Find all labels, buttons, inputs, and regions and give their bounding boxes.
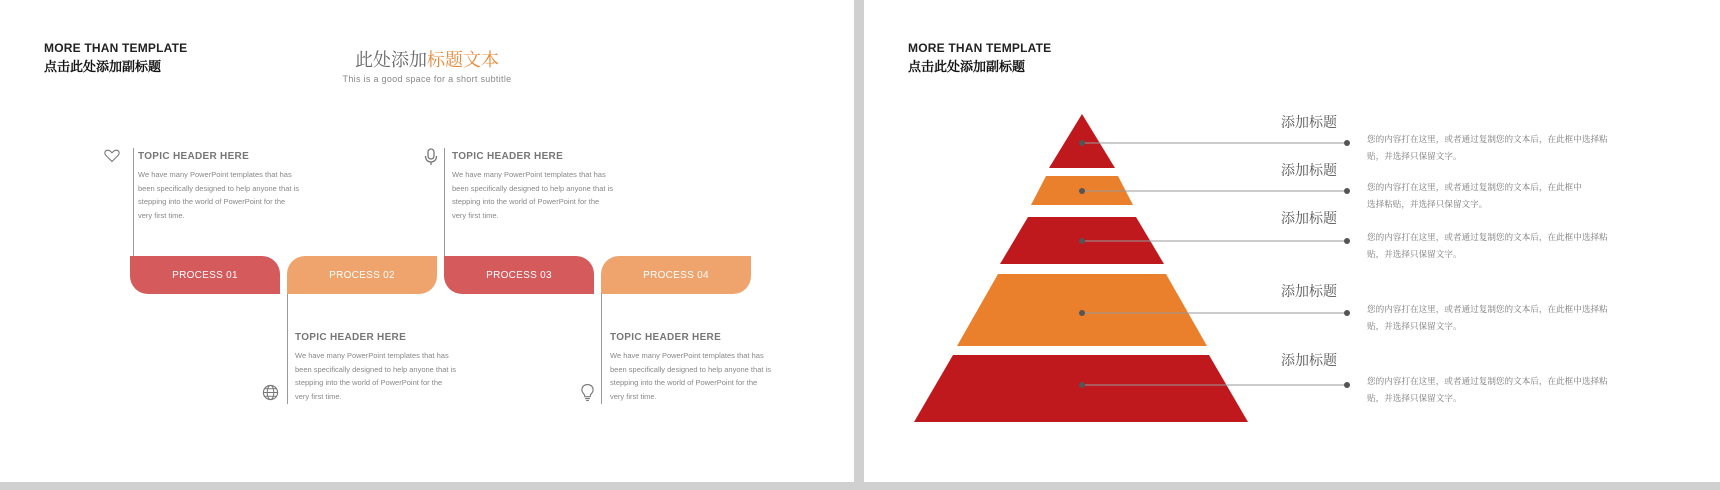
topic-line: We have many PowerPoint templates that has [452, 170, 606, 179]
brand-subtitle: 点击此处添加副标题 [44, 60, 162, 75]
topic-body [138, 168, 328, 222]
leader-line [1079, 140, 1350, 146]
level-desc-line: 贴，并选择只保留文字。 [1367, 394, 1462, 404]
microphone-icon [424, 148, 438, 171]
level-desc-line: 您的内容打在这里，或者通过复制您的文本后，在此框中选择粘 [1367, 233, 1608, 243]
topic-line: stepping into the world of PowerPoint for the [138, 197, 286, 207]
process-03-tab: PROCESS 03 [444, 256, 594, 294]
topic-header: TOPIC HEADER HERE [295, 332, 407, 343]
brand-english: MORE THAN TEMPLATE [908, 41, 1052, 55]
topic-body [295, 349, 485, 403]
slide-process-timeline [0, 0, 854, 482]
topic-line: We have many PowerPoint templates that has [295, 351, 449, 360]
topic-body [610, 349, 800, 403]
level-desc-line: 您的内容打在这里，或者通过复制您的文本后，在此框中选择粘 [1367, 135, 1608, 145]
heart-icon [104, 148, 120, 168]
topic-header: TOPIC HEADER HERE [138, 151, 250, 162]
connector-line [287, 294, 288, 404]
topic-body [452, 168, 642, 222]
level-desc-line: 贴，并选择只保留文字。 [1367, 322, 1462, 332]
topic-line: been specifically designed to help anyone that is [138, 183, 299, 193]
level-title: 添加标题 [1281, 211, 1337, 227]
topic-line: very first time. [295, 391, 342, 401]
connector-line [133, 148, 134, 256]
topic-line: been specifically designed to help anyone that is [295, 364, 456, 374]
level-desc-line: 您的内容打在这里，或者通过复制您的文本后，在此框中选择粘 [1367, 305, 1608, 315]
pyramid-level-5 [914, 355, 1248, 422]
title-highlight: 标题文本 [427, 50, 499, 71]
level-desc-line: 您的内容打在这里，或者通过复制您的文本后，在此框中 [1367, 183, 1582, 193]
level-title: 添加标题 [1281, 284, 1337, 300]
topic-line: been specifically designed to help anyone that is [452, 183, 613, 193]
topic-line: We have many PowerPoint templates that has [138, 170, 292, 179]
brand-english: MORE THAN TEMPLATE [44, 41, 188, 55]
topic-line: We have many PowerPoint templates that has [610, 351, 764, 360]
title-plain: 此处添加 [355, 50, 427, 71]
topic-line: stepping into the world of PowerPoint for the [295, 378, 443, 388]
level-description [1367, 180, 1637, 214]
level-title: 添加标题 [1281, 353, 1337, 369]
slide-pyramid [864, 0, 1720, 482]
level-title: 添加标题 [1281, 115, 1337, 131]
level-description [1367, 374, 1637, 408]
connector-line [601, 294, 602, 404]
level-desc-line: 贴，并选择只保留文字。 [1367, 250, 1462, 260]
level-description [1367, 230, 1637, 264]
process-02-tab: PROCESS 02 [287, 256, 437, 294]
level-desc-line: 选择粘贴，并选择只保留文字。 [1367, 200, 1488, 210]
level-desc-line: 您的内容打在这里，或者通过复制您的文本后，在此框中选择粘 [1367, 377, 1608, 387]
topic-header: TOPIC HEADER HERE [610, 332, 722, 343]
topic-line: been specifically designed to help anyone that is [610, 364, 771, 374]
level-title: 添加标题 [1281, 163, 1337, 179]
topic-line: stepping into the world of PowerPoint for the [610, 378, 758, 388]
slide-subtitle: This is a good space for a short subtitle [342, 74, 512, 84]
slide-title [0, 46, 854, 72]
topic-header: TOPIC HEADER HERE [452, 151, 564, 162]
globe-icon [262, 384, 279, 406]
process-04-tab: PROCESS 04 [601, 256, 751, 294]
level-description [1367, 132, 1637, 166]
topic-line: stepping into the world of PowerPoint for the [452, 197, 600, 207]
connector-line [444, 148, 445, 256]
level-description [1367, 302, 1637, 336]
lightbulb-icon [580, 383, 595, 407]
brand-subtitle: 点击此处添加副标题 [908, 60, 1026, 75]
topic-line: very first time. [138, 210, 185, 220]
process-01-tab: PROCESS 01 [130, 256, 280, 294]
topic-line: very first time. [610, 391, 657, 401]
level-desc-line: 贴，并选择只保留文字。 [1367, 152, 1462, 162]
topic-line: very first time. [452, 210, 499, 220]
